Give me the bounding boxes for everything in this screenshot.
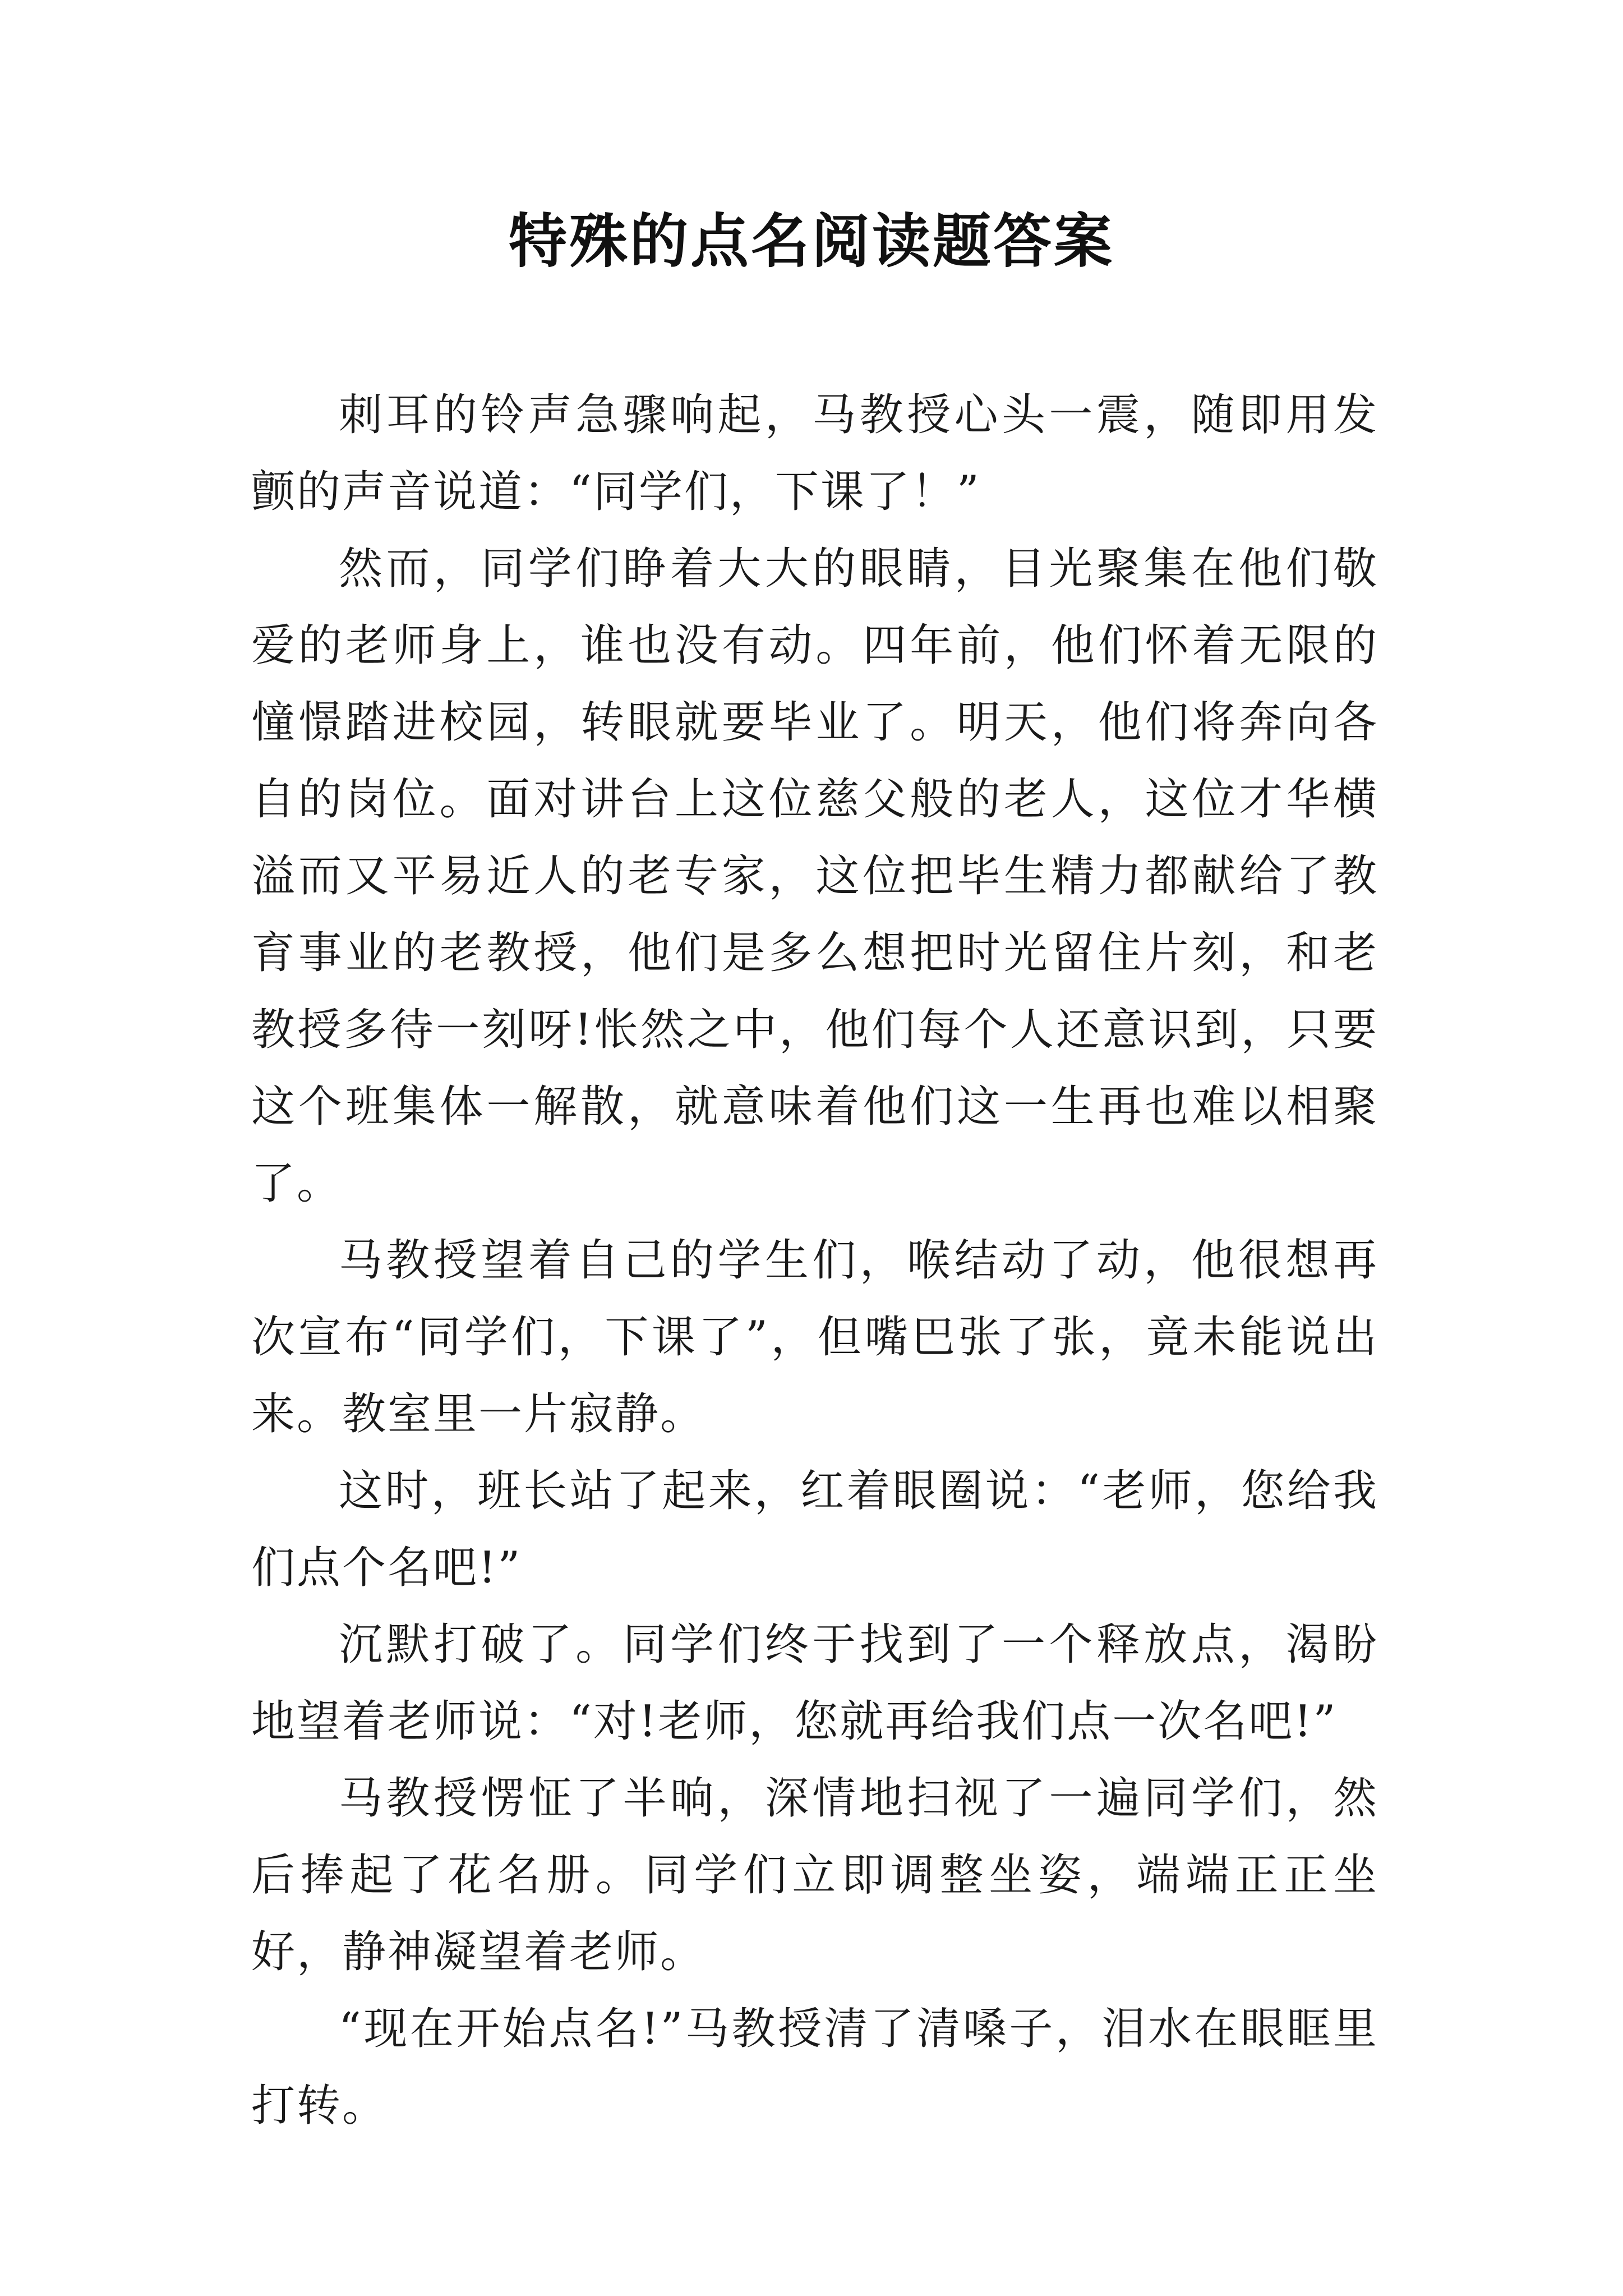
- paragraph: 马教授愣怔了半晌，深情地扫视了一遍同学们，然后捧起了花名册。同学们立即调整坐姿，端端正正坐好，静神凝望着老师。: [251, 1773, 1378, 1977]
- document-body: [251, 377, 1378, 2145]
- document-title: 特殊的点名阅读题答案: [508, 207, 1114, 275]
- paragraph: 马教授望着自己的学生们，喉结动了动，他很想再次宣布“同学们，下课了”，但嘴巴张了张，竟未能说出来。教室里一片寂静。: [251, 1235, 1378, 1439]
- paragraph: “现在开始点名!”马教授清了清嗓子，泪水在眼眶里打转。: [251, 2004, 1378, 2131]
- paragraph: 刺耳的铃声急骤响起，马教授心头一震，随即用发颤的声音说道：“同学们，下课了！”: [251, 390, 1378, 517]
- paragraph: 然而，同学们睁着大大的眼睛，目光聚集在他们敬爱的老师身上，谁也没有动。四年前，他们怀着无限的憧憬踏进校园，转眼就要毕业了。明天，他们将奔向各自的岗位。面对讲台上这位慈父般的老人，这位才华横溢而又平易近人的老专家，这位把毕生精力都献给了教育事业的老教授，他们是多么想把时光留住片刻，和老教授多待一刻呀!怅然之中，他们每个人还意识到，只要这个班集体一解散，就意味着他们这一生再也难以相聚了。: [251, 544, 1378, 1209]
- paragraph: 沉默打破了。同学们终于找到了一个释放点，渴盼地望着老师说：“对!老师，您就再给我们点一次名吧!”: [251, 1619, 1378, 1747]
- paragraph: 这时，班长站了起来，红着眼圈说：“老师，您给我们点个名吧!”: [251, 1466, 1378, 1593]
